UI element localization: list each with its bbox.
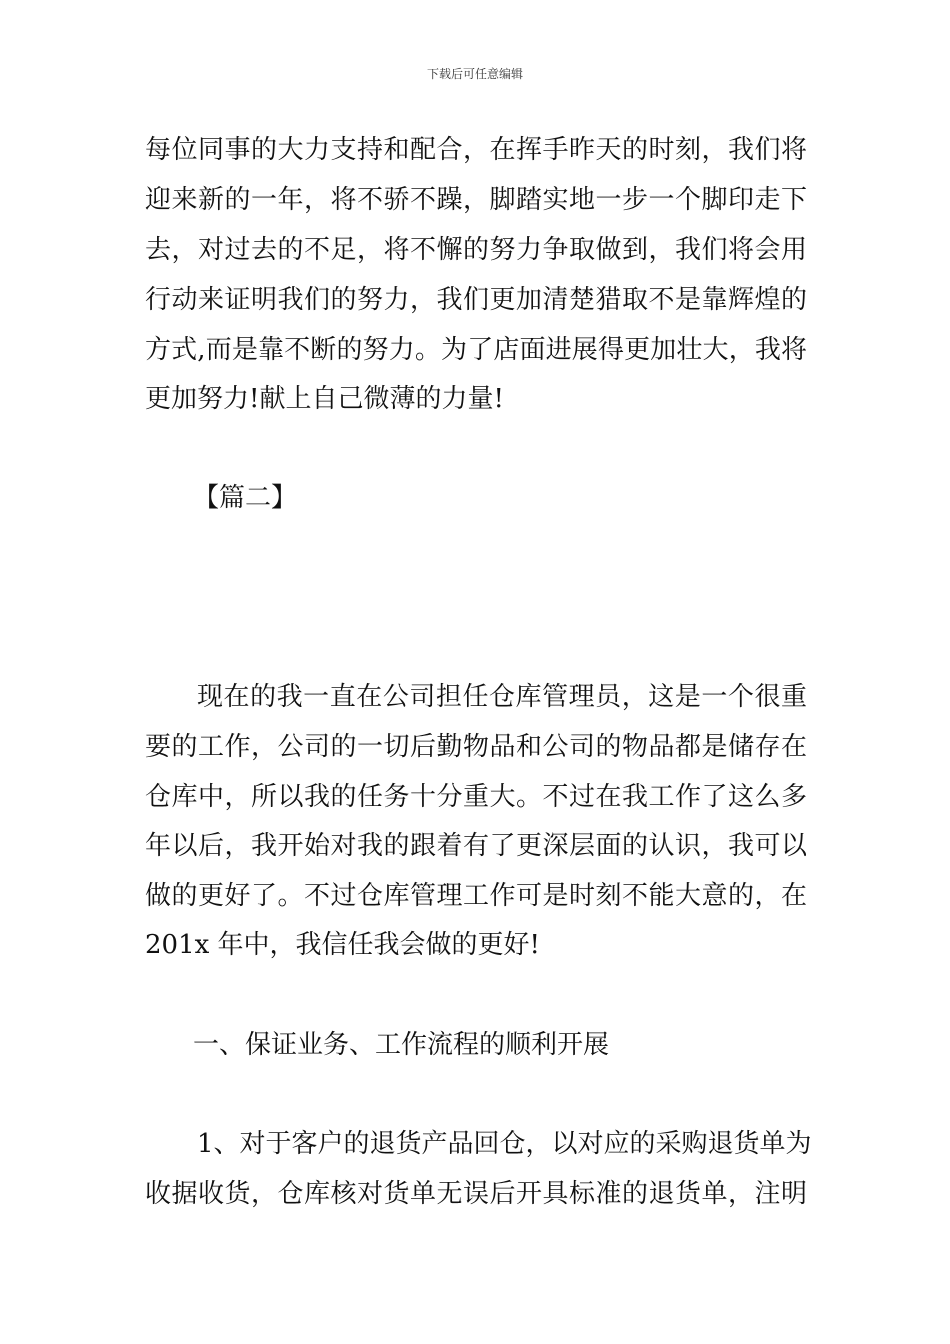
page-header: 下载后可任意编辑 <box>426 67 523 81</box>
paragraph-line: 1、对于客户的退货产品回仓，以对应的采购退货单为 <box>197 1129 812 1159</box>
paragraph-line: 更加努力!献上自己微薄的力量! <box>145 384 504 414</box>
paragraph-line: 迎来新的一年，将不骄不躁，脚踏实地一步一个脚印走下 <box>145 185 807 215</box>
paragraph-line: 年以后，我开始对我的跟着有了更深层面的认识，我可以 <box>145 831 807 861</box>
paragraph-line: 每位同事的大力支持和配合，在挥手昨天的时刻，我们将 <box>145 135 807 165</box>
paragraph-line: 要的工作，公司的一切后勤物品和公司的物品都是储存在 <box>145 732 807 762</box>
paragraph-line: 收据收货，仓库核对货单无误后开具标准的退货单，注明 <box>145 1179 807 1209</box>
heading-1: 一、保证业务、工作流程的顺利开展 <box>193 1030 610 1060</box>
paragraph-line: 去，对过去的不足，将不懈的努力争取做到，我们将会用 <box>145 235 807 265</box>
paragraph-line: 仓库中，所以我的任务十分重大。不过在我工作了这么多 <box>145 782 807 812</box>
section-title: 【篇二】 <box>193 483 298 513</box>
paragraph-line: 做的更好了。不过仓库管理工作可是时刻不能大意的，在 <box>145 881 807 911</box>
paragraph-line: 方式,而是靠不断的努力。为了店面进展得更加壮大，我将 <box>145 335 807 365</box>
paragraph-line: 201x 年中，我信任我会做的更好! <box>145 930 541 960</box>
paragraph-line: 现在的我一直在公司担任仓库管理员，这是一个很重 <box>197 682 807 712</box>
paragraph-line: 行动来证明我们的努力，我们更加清楚猎取不是靠辉煌的 <box>145 285 807 315</box>
